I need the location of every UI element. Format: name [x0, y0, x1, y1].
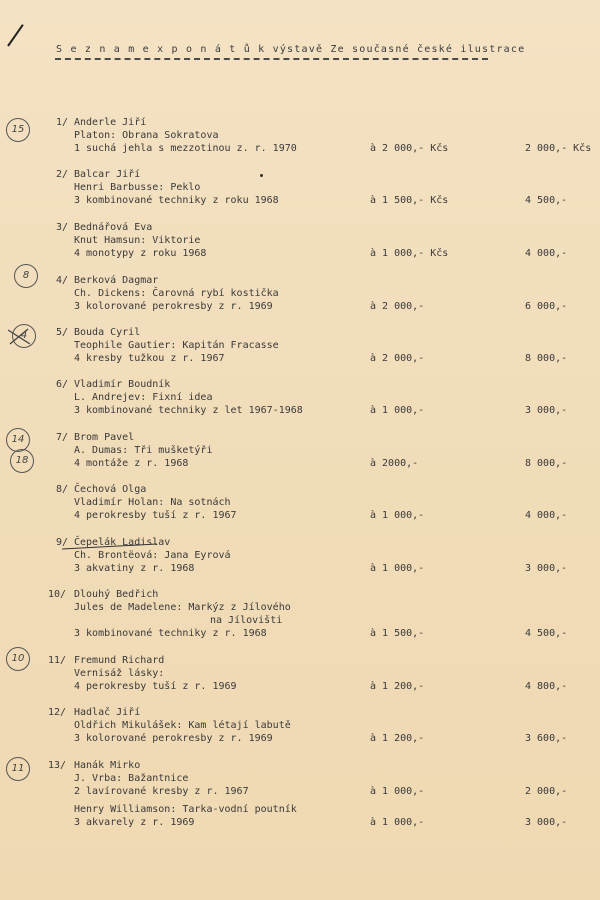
artist-name: Balcar Jiří	[74, 169, 141, 180]
book-title: J. Vrba: Bažantnice	[74, 773, 189, 784]
technique: 3 akvatiny z r. 1968	[74, 563, 195, 574]
total-price: 4 500,-	[525, 628, 568, 639]
unit-price: à 1 200,-	[370, 733, 425, 744]
book-title: Vernisáž lásky:	[74, 668, 165, 679]
artist-name: Brom Pavel	[74, 432, 135, 443]
technique: 3 kombinované techniky z let 1967-1968	[74, 405, 303, 416]
technique: 3 akvarely z r. 1969	[74, 817, 195, 828]
book-title: A. Dumas: Tři mušketýři	[74, 445, 213, 456]
technique: 3 kombinované techniky z roku 1968	[74, 195, 279, 206]
margin-note-circle: 18	[10, 449, 34, 473]
book-title: Ch. Brontëová: Jana Eyrová	[74, 550, 231, 561]
book-title: Teophile Gautier: Kapitán Fracasse	[74, 340, 279, 351]
book-title: Ch. Dickens: Čarovná rybí kostička	[74, 288, 279, 299]
artist-name: Hadlač Jiří	[74, 707, 141, 718]
book-title: L. Andrejev: Fixní idea	[74, 392, 213, 403]
artist-name: Čepelák Ladislav	[74, 537, 171, 548]
total-price: 3 000,-	[525, 405, 568, 416]
artist-name: Čechová Olga	[74, 484, 147, 495]
artist-name: Vladimír Boudník	[74, 379, 171, 390]
title-underline	[55, 58, 488, 60]
margin-note-circle: 14	[6, 428, 30, 452]
entry-number: 2/	[56, 169, 69, 180]
technique: 4 monotypy z roku 1968	[74, 248, 207, 259]
unit-price: à 2 000,-	[370, 301, 425, 312]
total-price: 8 000,-	[525, 458, 568, 469]
unit-price: à 1 000,-	[370, 786, 425, 797]
technique: 4 perokresby tuší z r. 1969	[74, 681, 237, 692]
entry-number: 13/	[48, 760, 67, 771]
entry-number: 10/	[48, 589, 67, 600]
unit-price: à 1 000,-	[370, 563, 425, 574]
artist-name: Fremund Richard	[74, 655, 165, 666]
technique: 3 kombinované techniky z r. 1968	[74, 628, 267, 639]
ink-dot	[260, 174, 263, 177]
total-price: 4 000,-	[525, 510, 568, 521]
artist-name: Anderle Jiří	[74, 117, 147, 128]
book-title-continued: na Jílovišti	[210, 615, 283, 626]
total-price: 4 500,-	[525, 195, 568, 206]
entry-number: 8/	[56, 484, 69, 495]
margin-note-circle: 8	[14, 264, 38, 288]
entry-number: 9/	[56, 537, 69, 548]
unit-price: à 1 000,-	[370, 405, 425, 416]
technique: 1 suchá jehla s mezzotinou z. r. 1970	[74, 143, 297, 154]
artist-name: Bouda Cyril	[74, 327, 141, 338]
entry-number: 1/	[56, 117, 69, 128]
margin-note-circle: 11	[6, 757, 30, 781]
entry-number: 4/	[56, 275, 69, 286]
book-title: Platon: Obrana Sokratova	[74, 130, 219, 141]
unit-price: à 1 500,- Kčs	[370, 195, 449, 206]
margin-note-circle: 15	[6, 118, 30, 142]
book-title: Henri Barbusse: Peklo	[74, 182, 201, 193]
book-title: Jules de Madelene: Markýz z Jílového	[74, 602, 291, 613]
total-price: 3 600,-	[525, 733, 568, 744]
book-title: Henry Williamson: Tarka-vodní poutník	[74, 804, 297, 815]
unit-price: à 1 200,-	[370, 681, 425, 692]
unit-price: à 1 000,-	[370, 510, 425, 521]
entry-number: 7/	[56, 432, 69, 443]
artist-name: Berková Dagmar	[74, 275, 159, 286]
cross-out-mark	[8, 328, 30, 346]
total-price: 2 000,-	[525, 786, 568, 797]
unit-price: à 2000,-	[370, 458, 419, 469]
total-price: 4 000,-	[525, 248, 568, 259]
technique: 2 lavírované kresby z r. 1967	[74, 786, 249, 797]
entry-number: 11/	[48, 655, 67, 666]
unit-price: à 2 000,-	[370, 353, 425, 364]
artist-name: Hanák Mirko	[74, 760, 141, 771]
technique: 3 kolorované perokresby z r. 1969	[74, 301, 273, 312]
entry-number: 3/	[56, 222, 69, 233]
entry-number: 6/	[56, 379, 69, 390]
margin-note-circle: 4	[12, 324, 36, 348]
artist-name: Dlouhý Bedřich	[74, 589, 159, 600]
total-price: 3 000,-	[525, 817, 568, 828]
total-price: 8 000,-	[525, 353, 568, 364]
entry-number: 5/	[56, 327, 69, 338]
unit-price: à 2 000,- Kčs	[370, 143, 449, 154]
technique: 3 kolorované perokresby z r. 1969	[74, 733, 273, 744]
unit-price: à 1 000,- Kčs	[370, 248, 449, 259]
book-title: Oldřich Mikulášek: Kam létají labutě	[74, 720, 291, 731]
technique: 4 perokresby tuší z r. 1967	[74, 510, 237, 521]
total-price: 4 800,-	[525, 681, 568, 692]
unit-price: à 1 000,-	[370, 817, 425, 828]
pen-stroke-mark	[7, 24, 24, 46]
artist-name: Bednářová Eva	[74, 222, 153, 233]
total-price: 3 000,-	[525, 563, 568, 574]
total-price: 6 000,-	[525, 301, 568, 312]
document-title: S e z n a m e x p o n á t ů k výstavě Ze současné české ilustrace	[56, 44, 526, 55]
margin-note-circle: 10	[6, 647, 30, 671]
unit-price: à 1 500,-	[370, 628, 425, 639]
total-price: 2 000,- Kčs	[525, 143, 592, 154]
entry-number: 12/	[48, 707, 67, 718]
book-title: Vladimír Holan: Na sotnách	[74, 497, 231, 508]
technique: 4 montáže z r. 1968	[74, 458, 189, 469]
technique: 4 kresby tužkou z r. 1967	[74, 353, 225, 364]
book-title: Knut Hamsun: Viktorie	[74, 235, 201, 246]
